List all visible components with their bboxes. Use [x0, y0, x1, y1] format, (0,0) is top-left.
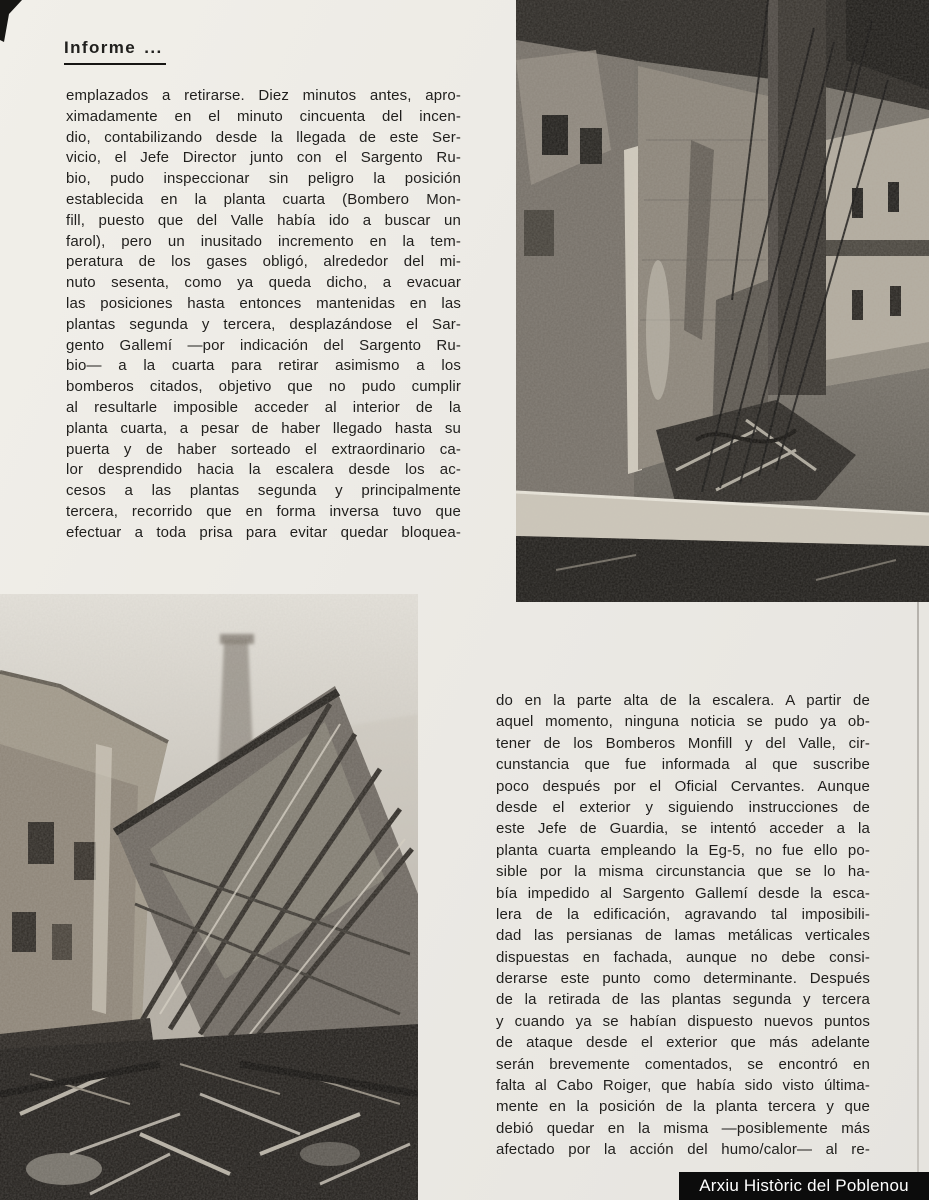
text-line: lera de la edificación, agravando tal imposibili- — [496, 905, 870, 923]
text-line: afectado por la acción del humo/calor— al re- — [496, 1141, 870, 1159]
photo-fire-ruins-top-right — [516, 0, 929, 602]
fire-ruins-illustration-top — [516, 0, 929, 602]
text-line: cunstancia que fue informada al que suscribe — [496, 756, 870, 774]
text-line: de ataque desde el exterior que más adelante — [496, 1034, 870, 1052]
watermark-banner — [679, 1172, 929, 1200]
text-line: desde el exterior y siguiendo instrucciones de — [496, 798, 870, 816]
text-line: bio, pudo inspeccionar sin peligro la posición — [66, 170, 461, 188]
text-line: serán brevemente comentados, se encontró en — [496, 1055, 870, 1073]
text-line: planta cuarta empleando la Eg-5, no fue ello po- — [496, 841, 870, 859]
scan-corner-artifact — [0, 0, 26, 42]
text-line: debió quedar en la misma —posiblemente más — [496, 1119, 870, 1137]
text-line: mente en la posición de la planta tercera y que — [496, 1098, 870, 1116]
fire-ruins-illustration-bottom — [0, 594, 418, 1200]
text-line: tener de los Bomberos Monfill y del Valle, cir- — [496, 734, 870, 752]
text-line: derarse este punto como determinante. Después — [496, 970, 870, 988]
photo-fire-ruins-bottom-left — [0, 594, 418, 1200]
text-line: dad las persianas de lamas metálicas verticales — [496, 927, 870, 945]
text-line: sible por la misma circunstancia que se lo ha- — [496, 863, 870, 881]
text-line: aquel momento, ninguna noticia se pudo ya ob- — [496, 713, 870, 731]
text-line: peratura de los gases obligó, alrededor del mi- — [66, 253, 461, 271]
text-line: las posiciones hasta entonces mantenidas en las — [66, 294, 461, 312]
left-text-column — [66, 86, 461, 544]
text-line: farol), pero un inusitado incremento en la tem- — [66, 232, 461, 250]
text-line: ximadamente en el minuto cincuenta del incen- — [66, 107, 461, 125]
text-line: puerta y de haber sorteado el extraordinario ca- — [66, 440, 461, 458]
text-line: planta cuarta, a pesar de haber llegado hasta su — [66, 419, 461, 437]
text-line: este Jefe de Guardia, se intentó acceder a la — [496, 820, 870, 838]
page-edge-line — [917, 602, 919, 1172]
text-line: plantas segunda y tercera, desplazándose el Sar- — [66, 315, 461, 333]
text-line: lor desprendido hacia la escalera desde los ac- — [66, 461, 461, 479]
text-line: do en la parte alta de la escalera. A partir de — [496, 692, 870, 709]
text-line: gento Gallemí —por indicación del Sargento Ru- — [66, 336, 461, 354]
text-line: nuto sesenta, como ya queda dicho, a evacuar — [66, 274, 461, 292]
text-line: poco después por el Oficial Cervantes. Aunque — [496, 777, 870, 795]
text-line: efectuar a toda prisa para evitar quedar bloquea- — [66, 523, 461, 541]
text-line: fill, puesto que del Valle había ido a buscar un — [66, 211, 461, 229]
text-line: bía impedido al Sargento Gallemí desde la esca- — [496, 884, 870, 902]
right-text-column — [496, 690, 870, 1161]
text-line: dio, contabilizando desde la llegada de este Ser- — [66, 128, 461, 146]
text-line: bomberos citados, objetivo que no pudo cumplir — [66, 378, 461, 396]
text-line: bio— a la cuarta para retirar asimismo a los — [66, 357, 461, 375]
text-line: establecida en la planta cuarta (Bombero Mon- — [66, 190, 461, 208]
page-title: Informe ... — [64, 38, 166, 65]
text-line: falta al Cabo Roiger, que había sido visto última- — [496, 1077, 870, 1095]
text-line: cesos a las plantas segunda y principalmente — [66, 482, 461, 500]
text-line: de la retirada de las plantas segunda y tercera — [496, 991, 870, 1009]
text-line: dispuestas en fachada, aunque no debe consi- — [496, 948, 870, 966]
text-line: y cuando ya se habían dispuesto nuevos puntos — [496, 1012, 870, 1030]
watermark-text: Arxiu Històric del Poblenou — [699, 1176, 909, 1195]
text-line: tercera, recorrido que en forma inversa tuvo que — [66, 502, 461, 520]
text-line: vicio, el Jefe Director junto con el Sargento Ru- — [66, 149, 461, 167]
text-line: al resultarle imposible acceder al interior de la — [66, 398, 461, 416]
text-line: emplazados a retirarse. Diez minutos antes, apro- — [66, 87, 461, 104]
